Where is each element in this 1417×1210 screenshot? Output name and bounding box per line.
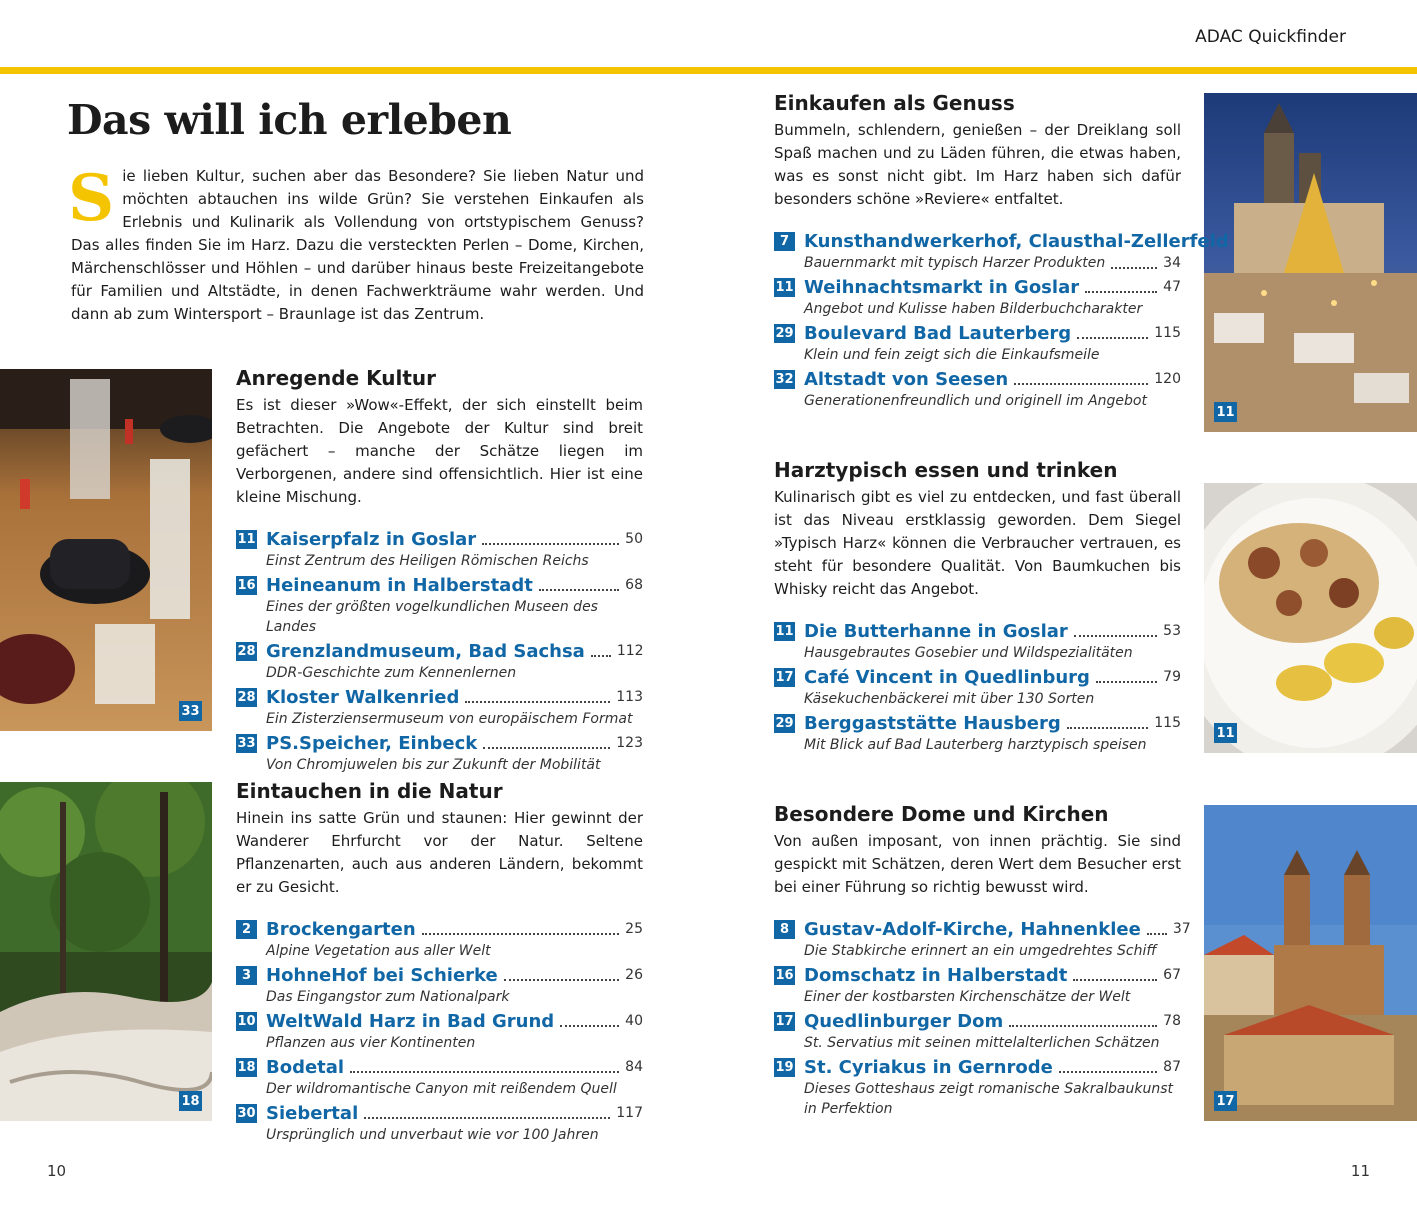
entry-number-badge: 11: [775, 623, 794, 639]
entry-page-number: 120: [1154, 371, 1181, 387]
entry-description: Ein Zisterziensermuseum von europäischem Format: [266, 711, 633, 727]
entry-title-link[interactable]: Domschatz in Halberstadt: [804, 964, 1068, 986]
entry-description: Die Stabkirche erinnert an ein umgedrehtes Schiff: [804, 943, 1157, 959]
entry-description: DDR-Geschichte zum Kennenlernen: [266, 665, 517, 681]
entry-number-badge: 28: [237, 689, 256, 705]
entry-list: [236, 527, 643, 775]
entry-number-badge: 29: [775, 325, 794, 341]
section-body: Von außen imposant, von innen prächtig. Sie sind gespickt mit Schätzen, deren Wert dem Besucher erst bei einer Führung so richtig bewusst wird.: [774, 832, 1181, 896]
list-item[interactable]: [236, 1009, 643, 1053]
entry-title-link[interactable]: Kloster Walkenried: [266, 686, 460, 708]
entry-description: Hausgebrautes Gosebier und Wildspezialitäten: [804, 645, 1133, 661]
list-item[interactable]: [236, 527, 643, 571]
entry-list: [774, 917, 1191, 1119]
entry-page-number: 84: [625, 1059, 643, 1075]
leader-dots: [1147, 933, 1167, 935]
entry-list: [774, 619, 1181, 755]
entry-page-number: 115: [1154, 325, 1181, 341]
entry-page-number: 123: [616, 735, 643, 751]
entry-description: Angebot und Kulisse haben Bilderbuchcharakter: [804, 301, 1143, 317]
entry-page-number: 50: [625, 531, 643, 547]
section-shopping: [774, 91, 1229, 413]
entry-title-link[interactable]: Siebertal: [266, 1102, 359, 1124]
leader-dots: [465, 701, 610, 703]
entry-number-badge: 17: [775, 669, 794, 685]
running-head: ADAC Quickfinder: [1195, 27, 1346, 47]
leader-dots: [1074, 635, 1157, 637]
leader-dots: [560, 1025, 619, 1027]
river-illustration: [0, 782, 212, 1121]
entry-description: Mit Blick auf Bad Lauterberg harztypisch speisen: [804, 737, 1147, 753]
intro-text: ie lieben Kultur, suchen aber das Besondere? Sie lieben Natur und möchten abtauchen ins wilde Grün? Sie verstehen Einkaufen als Erlebnis und Kulinarik als Vollendung von ortstypischem Genuss? Das alles finden Sie im Harz. Dazu die versteckten Perlen – Dome, Kirchen, Märchenschlösser und Höhlen – und darüber hinaus beste Freizeitangebote für Familien und Altstädte, in denen Fachwerkträume wahr werden. Und dann ab zum Wintersport – Braunlage ist das Zentrum.: [71, 167, 644, 323]
entry-number-badge: 11: [775, 279, 794, 295]
leader-dots: [364, 1117, 610, 1119]
entry-title-link[interactable]: Altstadt von Seesen: [804, 368, 1009, 390]
list-item[interactable]: [774, 321, 1181, 365]
entry-number-badge: 2: [236, 920, 257, 939]
entry-page-number: 117: [616, 1105, 643, 1121]
entry-page-number: 47: [1163, 279, 1181, 295]
photo-christmas-market: [1204, 93, 1417, 432]
list-item[interactable]: [774, 711, 1181, 755]
entry-number-badge: 8: [774, 920, 795, 939]
section-churches: [774, 802, 1191, 1121]
entry-page-number: 67: [1163, 967, 1181, 983]
entry-number-badge: 33: [237, 735, 256, 751]
list-item[interactable]: [774, 619, 1181, 663]
entry-description: Pflanzen aus vier Kontinenten: [266, 1035, 476, 1051]
entry-description: Alpine Vegetation aus aller Welt: [266, 943, 491, 959]
entry-title-link[interactable]: PS.Speicher, Einbeck: [266, 732, 478, 754]
list-item[interactable]: [236, 1055, 643, 1099]
list-item[interactable]: [774, 275, 1181, 319]
leader-dots: [1067, 727, 1148, 729]
entry-title-link[interactable]: Kaiserpfalz in Goslar: [266, 528, 477, 550]
list-item[interactable]: [774, 367, 1181, 411]
entry-description: Generationenfreundlich und originell im Angebot: [804, 393, 1147, 409]
entry-description: Das Eingangstor zum Nationalpark: [266, 989, 510, 1005]
entry-number-badge: 18: [237, 1059, 256, 1075]
entry-description: Einst Zentrum des Heiligen Römischen Reichs: [266, 553, 589, 569]
entry-number-badge: 10: [237, 1013, 256, 1029]
entry-number-badge: 16: [237, 577, 256, 593]
entry-description: Käsekuchenbäckerei mit über 130 Sorten: [804, 691, 1095, 707]
leader-dots: [1059, 1071, 1157, 1073]
photo-church-castle: [1204, 805, 1417, 1121]
entry-number-badge: 17: [775, 1013, 794, 1029]
entry-title-link[interactable]: Die Butterhanne in Goslar: [804, 620, 1068, 642]
entry-number-badge: 7: [774, 232, 795, 251]
entry-page-number: 79: [1163, 669, 1181, 685]
entry-title-link[interactable]: Weihnachtsmarkt in Goslar: [804, 276, 1080, 298]
section-heading: Einkaufen als Genuss: [774, 91, 1015, 115]
entry-title-link[interactable]: Berggaststätte Hausberg: [804, 712, 1061, 734]
leader-dots: [504, 979, 619, 981]
entry-title-link[interactable]: Quedlinburger Dom: [804, 1010, 1004, 1032]
entry-title-link[interactable]: Brockengarten: [266, 918, 416, 940]
photo-number-badge: 11: [1214, 402, 1237, 422]
section-body: Kulinarisch gibt es viel zu entdecken, und fast überall ist das Niveau erstklassig geworden. Dem Siegel »Typisch Harz« können die Verbraucher vertrauen, es steht für besondere Qualität. Von Baumkuchen bis Whisky reicht das Angebot.: [774, 488, 1181, 598]
dish-illustration: [1204, 483, 1417, 753]
list-item[interactable]: [774, 1009, 1181, 1053]
entry-number-badge: 16: [775, 967, 794, 983]
church-illustration: [1204, 805, 1417, 1121]
entry-description: Dieses Gotteshaus zeigt romanische Sakralbaukunst in Perfektion: [804, 1081, 1173, 1117]
list-item[interactable]: [236, 573, 643, 637]
entry-page-number: 87: [1163, 1059, 1181, 1075]
entry-number-badge: 32: [775, 371, 794, 387]
entry-description: Von Chromjuwelen bis zur Zukunft der Mobilität: [266, 757, 601, 773]
entry-title-link[interactable]: Grenzlandmuseum, Bad Sachsa: [266, 640, 585, 662]
section-heading: Harztypisch essen und trinken: [774, 458, 1118, 482]
leader-dots: [350, 1071, 619, 1073]
section-body: Es ist dieser »Wow«-Effekt, der sich einstellt beim Betrachten. Die Angebote der Kultur sind breit gefächert – manche der Schätze liegen im Verborgenen, andere sind offensichtlich. Hier ist eine kleine Mischung.: [236, 396, 643, 506]
page-number-left: 10: [47, 1162, 67, 1180]
photo-meat-dish: [1204, 483, 1417, 753]
section-food: [774, 458, 1181, 757]
photo-museum-cars: [0, 369, 212, 731]
section-body: Hinein ins satte Grün und staunen: Hier gewinnt der Wanderer Ehrfurcht vor der Natur. Seltene Pflanzenarten, auch aus anderen Ländern, bekommt er zu Gesicht.: [236, 809, 643, 896]
leader-dots: [539, 589, 619, 591]
list-item[interactable]: [236, 731, 643, 775]
photo-number-badge: 17: [1214, 1091, 1237, 1111]
entry-description: St. Servatius mit seinen mittelalterlichen Schätzen: [804, 1035, 1160, 1051]
leader-dots: [422, 933, 619, 935]
entry-page-number: 40: [625, 1013, 643, 1029]
list-item[interactable]: [774, 963, 1181, 1007]
section-nature: [236, 779, 643, 1147]
entry-page-number: 26: [625, 967, 643, 983]
leader-dots: [483, 747, 610, 749]
list-item[interactable]: [236, 639, 643, 683]
leader-dots: [1014, 383, 1148, 385]
entry-description: Ursprünglich und unverbaut wie vor 100 Jahren: [266, 1127, 599, 1143]
list-item[interactable]: [236, 1101, 643, 1145]
leader-dots: [1077, 337, 1148, 339]
leader-dots: [1096, 681, 1157, 683]
entry-page-number: 112: [616, 643, 644, 659]
list-item[interactable]: [236, 917, 643, 961]
entry-description: Eines der größten vogelkundlichen Museen des Landes: [266, 599, 598, 635]
entry-number-badge: 30: [237, 1105, 256, 1121]
entry-title-link[interactable]: Heineanum in Halberstadt: [266, 574, 533, 596]
entry-page-number: 53: [1163, 623, 1181, 639]
entry-number-badge: 11: [237, 531, 256, 547]
leader-dots: [1111, 267, 1157, 269]
entry-page-number: 68: [625, 577, 643, 593]
page-number-right: 11: [1350, 1162, 1370, 1180]
dropcap: S: [68, 161, 115, 236]
intro-paragraph: [68, 161, 644, 326]
list-item[interactable]: [774, 917, 1191, 961]
entry-description: Klein und fein zeigt sich die Einkaufsmeile: [804, 347, 1100, 363]
entry-title-link[interactable]: WeltWald Harz in Bad Grund: [266, 1010, 555, 1032]
entry-number-badge: 3: [236, 966, 257, 985]
leader-dots: [591, 655, 611, 657]
entry-page-number: 25: [625, 921, 643, 937]
entry-description: Der wildromantische Canyon mit reißendem Quell: [266, 1081, 617, 1097]
entry-title-link[interactable]: Café Vincent in Quedlinburg: [804, 666, 1090, 688]
list-item[interactable]: [774, 229, 1229, 273]
section-body: Bummeln, schlendern, genießen – der Dreiklang soll Spaß machen und zu Läden führen, die etwas haben, was es sonst nicht gibt. Im Harz haben sich dafür besonders schöne »Reviere« entfaltet.: [774, 121, 1181, 208]
entry-page-number: 78: [1163, 1013, 1181, 1029]
entry-list: [236, 917, 643, 1145]
entry-description: Bauernmarkt mit typisch Harzer Produkten: [804, 255, 1106, 271]
list-item[interactable]: [774, 665, 1181, 709]
photo-number-badge: 18: [179, 1091, 202, 1111]
entry-title-link[interactable]: HohneHof bei Schierke: [266, 964, 498, 986]
list-item[interactable]: [236, 685, 643, 729]
entry-number-badge: 19: [775, 1059, 794, 1075]
entry-page-number: 115: [1154, 715, 1181, 731]
entry-description: Einer der kostbarsten Kirchenschätze der Welt: [804, 989, 1131, 1005]
leader-dots: [1073, 979, 1157, 981]
entry-title-link[interactable]: Kunsthandwerkerhof, Clausthal-Zellerfeld: [804, 230, 1229, 252]
photo-number-badge: 11: [1214, 723, 1237, 743]
photo-river-forest: [0, 782, 212, 1121]
header-rule: [0, 67, 1417, 74]
entry-list: [774, 229, 1229, 411]
market-illustration: [1204, 93, 1417, 432]
entry-page-number: 37: [1172, 921, 1191, 937]
entry-number-badge: 29: [775, 715, 794, 731]
leader-dots: [1009, 1025, 1157, 1027]
list-item[interactable]: [774, 1055, 1181, 1119]
photo-number-badge: 33: [179, 701, 202, 721]
leader-dots: [1085, 291, 1157, 293]
entry-page-number: 34: [1163, 255, 1181, 271]
section-heading: Besondere Dome und Kirchen: [774, 802, 1109, 826]
museum-illustration: [0, 369, 212, 731]
section-heading: Eintauchen in die Natur: [236, 779, 503, 803]
entry-page-number: 113: [616, 689, 643, 705]
section-culture: [236, 366, 643, 777]
entry-title-link[interactable]: Bodetal: [266, 1056, 345, 1078]
page-title: Das will ich erleben: [67, 96, 512, 144]
leader-dots: [482, 543, 619, 545]
entry-title-link[interactable]: Boulevard Bad Lauterberg: [804, 322, 1072, 344]
entry-title-link[interactable]: Gustav-Adolf-Kirche, Hahnenklee: [804, 918, 1141, 940]
entry-number-badge: 28: [237, 643, 256, 659]
list-item[interactable]: [236, 963, 643, 1007]
section-heading: Anregende Kultur: [236, 366, 437, 390]
entry-title-link[interactable]: St. Cyriakus in Gernrode: [804, 1056, 1053, 1078]
